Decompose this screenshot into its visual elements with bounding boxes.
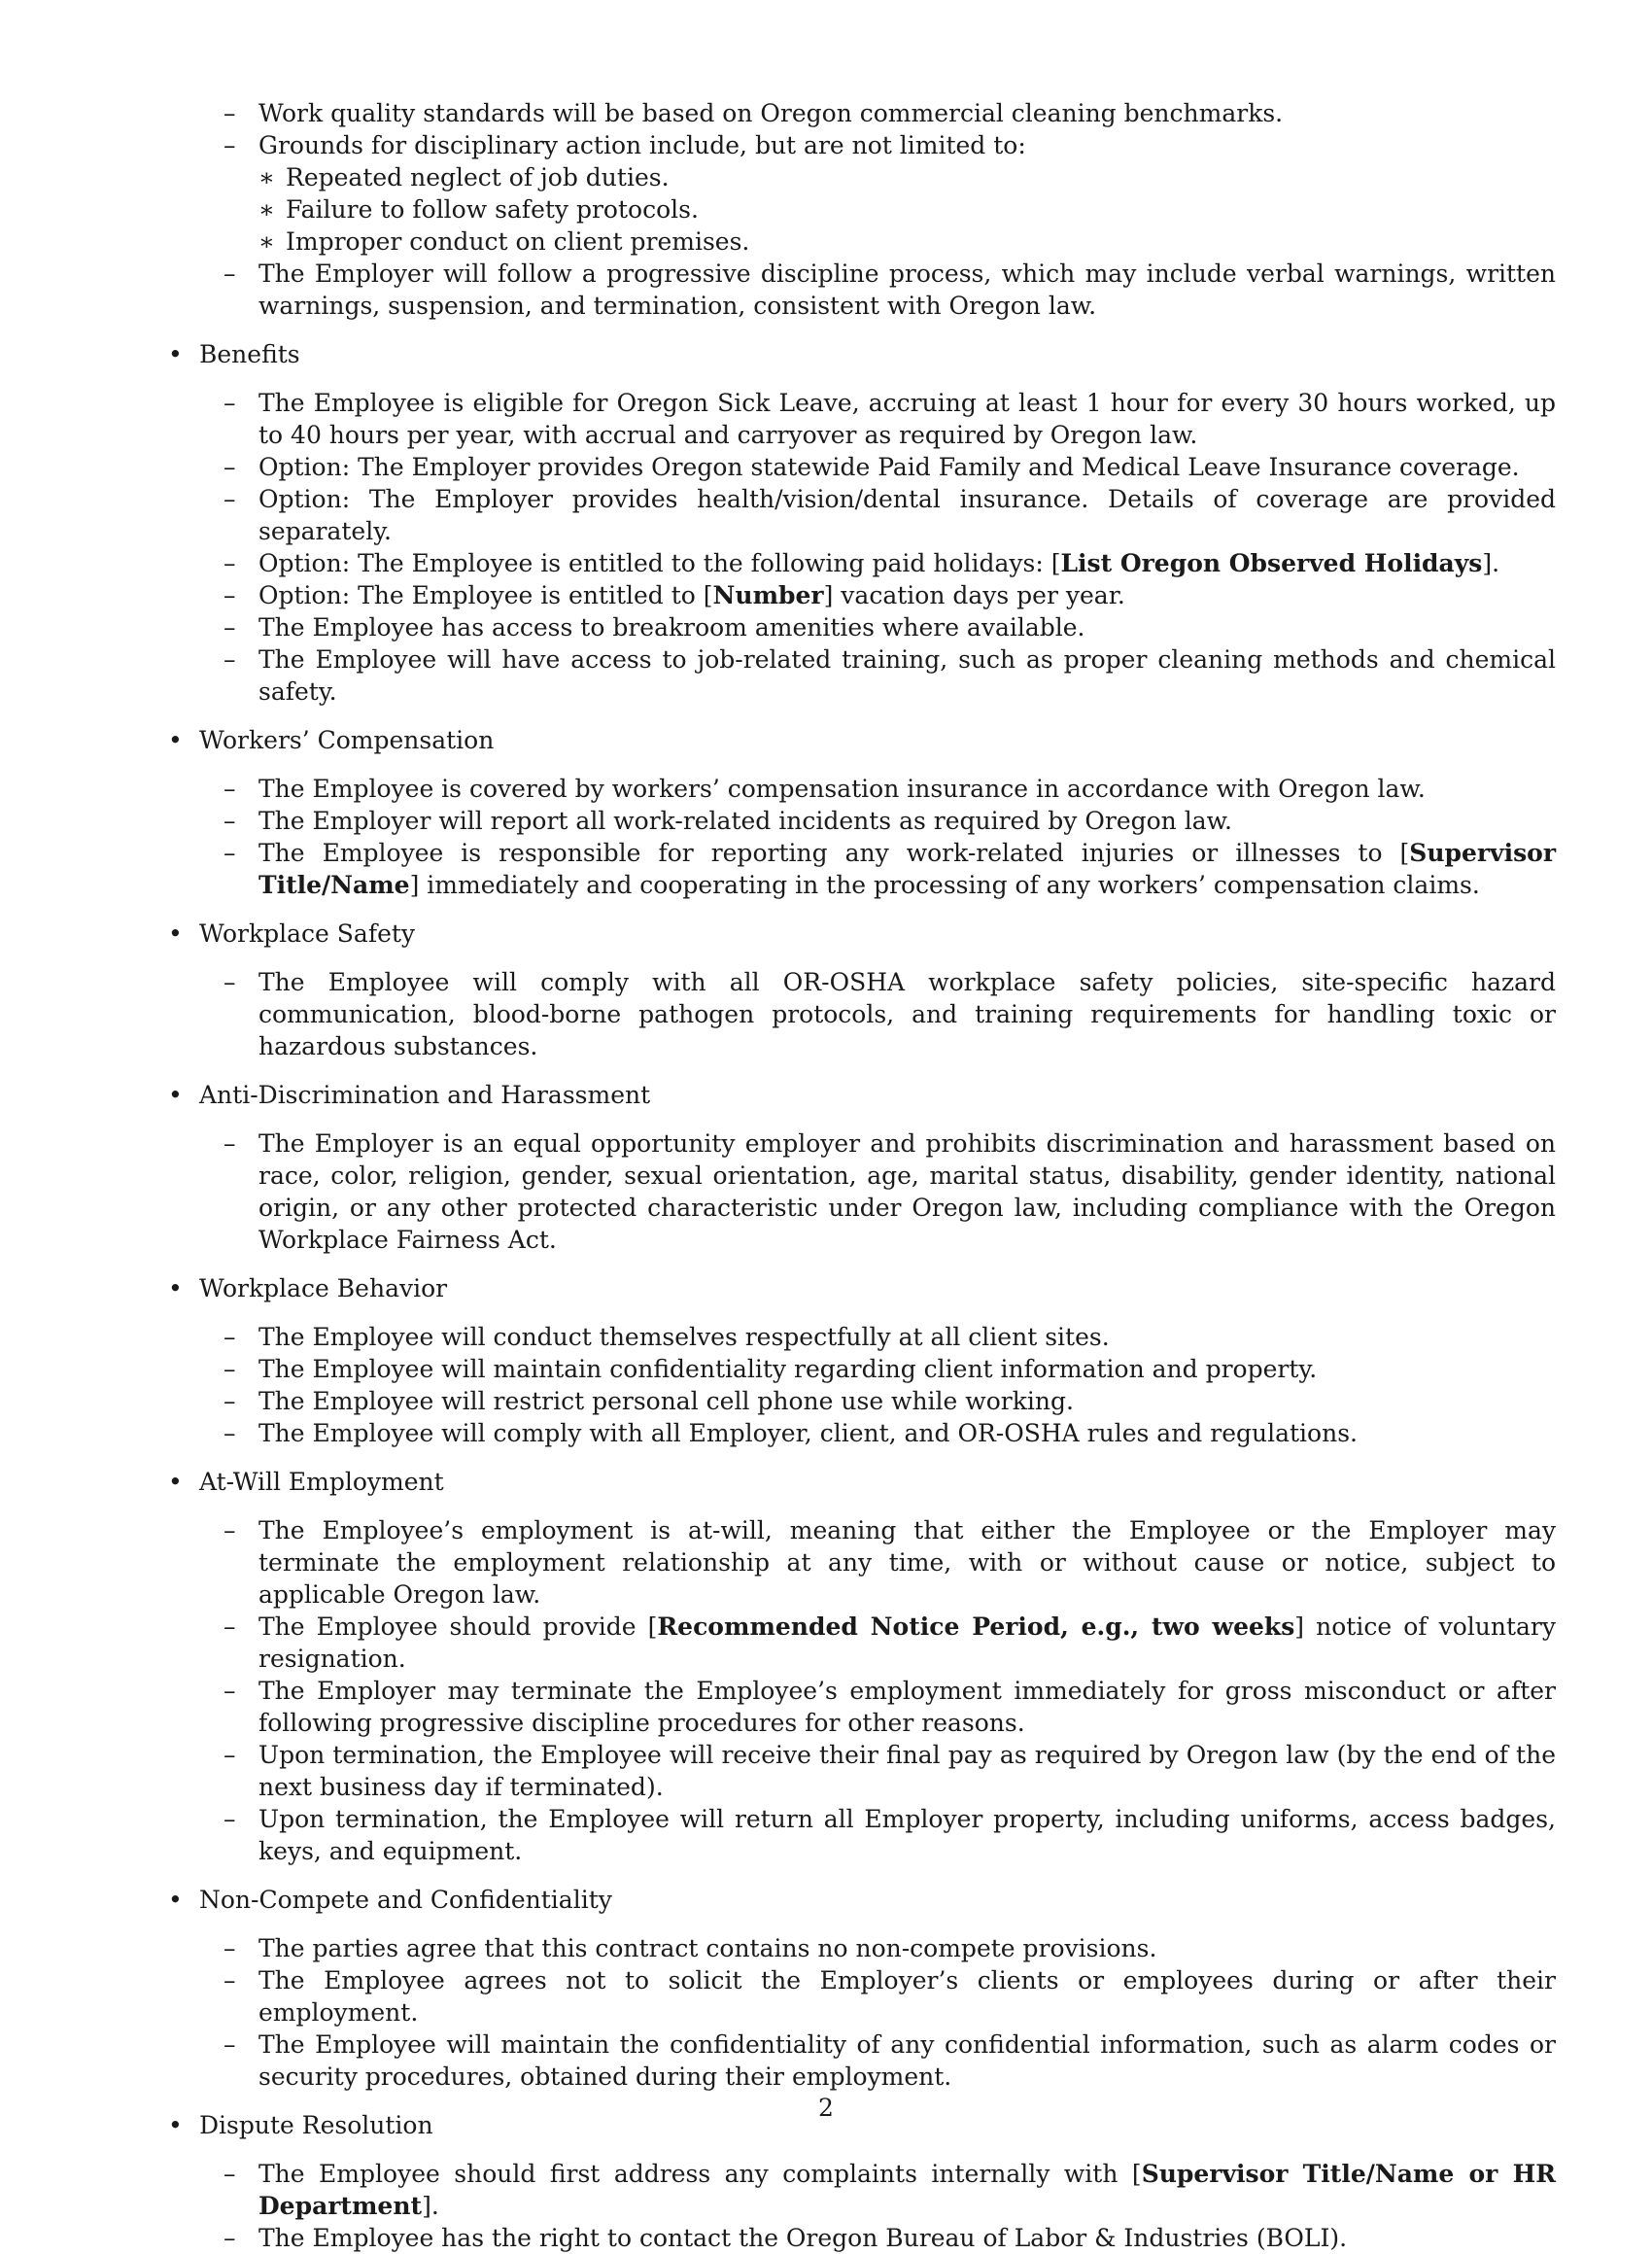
list-item — [224, 258, 1556, 322]
section-title — [164, 1272, 1556, 1304]
bullet-marker: • — [168, 1468, 183, 1496]
section-non-compete — [164, 1884, 1556, 2093]
item-text: The Employer will report all work-related incidents as required by Oregon law. — [258, 807, 1232, 835]
dash-marker: – — [224, 968, 236, 996]
item-text: The Employee will comply with all OR-OSHA workplace safety policies, site-specific hazard communication, blood-borne pathogen protocols, and training requirements for handling toxic or hazardous substances. — [258, 968, 1556, 1060]
item-text: The Employer will follow a progressive discipline process, which may include verbal warnings, written warnings, suspension, and termination, consistent with Oregon law. — [258, 260, 1556, 320]
placeholder-field: Supervisor Title/Name or HR Department — [258, 2160, 1556, 2220]
list-item — [224, 1321, 1556, 1353]
item-text: The Employer may terminate the Employee’s employment immediately for gross misconduct or after following progressive discipline procedures for other reasons. — [258, 1677, 1556, 1737]
item-text: The Employee has the right to contact the Oregon Bureau of Labor & Industries (BOLI). — [258, 2224, 1348, 2252]
section-title — [164, 1079, 1556, 1111]
list-item — [224, 1675, 1556, 1739]
section-title-text: Benefits — [199, 340, 300, 368]
list-item — [258, 161, 1556, 193]
discipline-subsection — [224, 97, 1556, 322]
item-text: The Employee agrees not to solicit the Employer’s clients or employees during or after their employment. — [258, 1966, 1556, 2027]
dash-marker: – — [224, 645, 236, 674]
list-item — [224, 966, 1556, 1062]
section-at-will-employment — [164, 1466, 1556, 1867]
section-title — [164, 338, 1556, 370]
list-item — [224, 643, 1556, 708]
dash-marker: – — [224, 131, 236, 159]
section-title-text: Workers’ Compensation — [199, 726, 495, 754]
benefits-items — [224, 387, 1556, 708]
dash-marker: – — [224, 1677, 236, 1705]
list-item — [224, 483, 1556, 547]
list-item — [224, 1803, 1556, 1867]
list-item — [224, 837, 1556, 901]
list-item — [224, 2222, 1556, 2254]
item-text: The parties agree that this contract contains no non-compete provisions. — [258, 1934, 1157, 1962]
item-text: Upon termination, the Employee will receive their final pay as required by Oregon law (by the end of the next business day if terminated). — [258, 1741, 1556, 1801]
section-title — [164, 724, 1556, 756]
item-text: Option: The Employer provides Oregon statewide Paid Family and Medical Leave Insurance coverage. — [258, 453, 1520, 481]
placeholder-field: Recommended Notice Period, e.g., two weeks — [657, 1612, 1295, 1641]
item-text: The Employee will conduct themselves respectfully at all client sites. — [258, 1323, 1110, 1351]
at-will-items — [224, 1514, 1556, 1867]
safety-items — [224, 966, 1556, 1062]
item-text: The Employee is eligible for Oregon Sick Leave, accruing at least 1 hour for every 30 hours worked, up to 40 hours per year, with accrual and carryover as required by Oregon law. — [258, 389, 1556, 449]
bullet-marker: • — [168, 2111, 183, 2139]
list-item — [224, 611, 1556, 643]
dispute-items — [224, 2158, 1556, 2254]
behavior-items — [224, 1321, 1556, 1449]
placeholder-field: List Oregon Observed Holidays — [1060, 549, 1483, 577]
item-text: Option: The Employer provides health/vision/dental insurance. Details of coverage are provided separately. — [258, 485, 1556, 545]
section-workers-compensation — [164, 724, 1556, 901]
list-item — [224, 1385, 1556, 1417]
dash-marker: – — [224, 260, 236, 288]
dash-marker: – — [224, 2160, 236, 2188]
dash-marker: – — [224, 1741, 236, 1769]
item-text: Upon termination, the Employee will return all Employer property, including uniforms, access badges, keys, and equipment. — [258, 1805, 1556, 1865]
section-title-text: Workplace Behavior — [199, 1274, 448, 1302]
list-item — [258, 225, 1556, 258]
section-title-text: Non-Compete and Confidentiality — [199, 1886, 612, 1914]
dash-marker: – — [224, 1612, 236, 1641]
item-text-pre: Option: The Employee is entitled to [ — [258, 581, 713, 609]
non-compete-items — [224, 1932, 1556, 2093]
section-title — [164, 1466, 1556, 1498]
section-title-text: Workplace Safety — [199, 919, 416, 948]
dash-marker: – — [224, 389, 236, 417]
section-title — [164, 1884, 1556, 1916]
dash-marker: – — [224, 1355, 236, 1383]
item-text-post: ] immediately and cooperating in the processing of any workers’ compensation claims. — [409, 871, 1480, 899]
list-item — [224, 805, 1556, 837]
dash-marker: – — [224, 2030, 236, 2059]
item-text: Failure to follow safety protocols. — [286, 195, 699, 224]
dash-marker: – — [224, 2224, 236, 2252]
placeholder-field: Number — [712, 581, 824, 609]
item-text: Repeated neglect of job duties. — [286, 163, 670, 191]
item-text-post: ] vacation days per year. — [823, 581, 1125, 609]
star-marker: ∗ — [258, 195, 275, 224]
section-workplace-safety — [164, 918, 1556, 1062]
item-text: The Employee will restrict personal cell phone use while working. — [258, 1387, 1074, 1415]
star-marker: ∗ — [258, 163, 275, 191]
workers-comp-items — [224, 773, 1556, 901]
section-title-text: Dispute Resolution — [199, 2111, 433, 2139]
section-title-text: Anti-Discrimination and Harassment — [199, 1081, 651, 1109]
item-text: The Employee has access to breakroom amenities where available. — [258, 613, 1085, 642]
list-item — [224, 1611, 1556, 1675]
placeholder-field: Supervisor Title/Name — [258, 839, 1556, 899]
dash-marker: – — [224, 1323, 236, 1351]
dash-marker: – — [224, 1387, 236, 1415]
list-item — [224, 97, 1556, 129]
bullet-marker: • — [168, 340, 183, 368]
item-text: Grounds for disciplinary action include, but are not limited to: — [258, 131, 1026, 159]
page-number: 2 — [818, 2094, 834, 2122]
list-item — [224, 1964, 1556, 2029]
dash-marker: – — [224, 1516, 236, 1544]
item-text-post: ]. — [422, 2192, 439, 2220]
list-item — [258, 193, 1556, 225]
list-item — [224, 1514, 1556, 1611]
dash-marker: – — [224, 1419, 236, 1447]
dash-marker: – — [224, 581, 236, 609]
list-item — [224, 2158, 1556, 2222]
item-text: Improper conduct on client premises. — [286, 227, 750, 256]
list-item — [224, 1353, 1556, 1385]
item-text-pre: The Employee is responsible for reporting any work-related injuries or illnesses to [ — [258, 839, 1410, 867]
bullet-marker: • — [168, 726, 183, 754]
item-text: The Employee will comply with all Employer, client, and OR-OSHA rules and regulations. — [258, 1419, 1358, 1447]
anti-discrimination-items — [224, 1127, 1556, 1256]
dash-marker: – — [224, 1129, 236, 1158]
item-text-pre: The Employee should provide [ — [258, 1612, 658, 1641]
section-title — [164, 918, 1556, 950]
item-text: The Employee will have access to job-related training, such as proper cleaning methods and chemical safety. — [258, 645, 1556, 706]
section-benefits — [164, 338, 1556, 708]
item-text: The Employee is covered by workers’ compensation insurance in accordance with Oregon law. — [258, 775, 1426, 803]
section-title-text: At-Will Employment — [199, 1468, 444, 1496]
bullet-marker: • — [168, 919, 183, 948]
bullet-marker: • — [168, 1886, 183, 1914]
list-item — [224, 579, 1556, 611]
item-text: Work quality standards will be based on Oregon commercial cleaning benchmarks. — [258, 99, 1284, 127]
list-item — [224, 2029, 1556, 2093]
item-text-post: ]. — [1482, 549, 1500, 577]
dash-marker: – — [224, 485, 236, 513]
list-item — [224, 1932, 1556, 1964]
page-content — [129, 97, 1556, 2254]
section-dispute-resolution — [164, 2109, 1556, 2254]
section-workplace-behavior — [164, 1272, 1556, 1449]
dash-marker: – — [224, 613, 236, 642]
star-marker: ∗ — [258, 227, 275, 256]
dash-marker: – — [224, 1966, 236, 1994]
dash-marker: – — [224, 453, 236, 481]
dash-marker: – — [224, 839, 236, 867]
list-item — [224, 773, 1556, 805]
dash-marker: – — [224, 1805, 236, 1833]
grounds-list — [258, 161, 1556, 258]
list-item — [224, 129, 1556, 161]
dash-marker: – — [224, 807, 236, 835]
item-text-pre: Option: The Employee is entitled to the following paid holidays: [ — [258, 549, 1061, 577]
dash-marker: – — [224, 99, 236, 127]
item-text-post: ] notice of voluntary resignation. — [258, 1612, 1557, 1673]
item-text-pre: The Employee should first address any complaints internally with [ — [258, 2160, 1142, 2188]
list-item — [224, 547, 1556, 579]
list-item — [224, 1739, 1556, 1803]
list-item — [224, 1127, 1556, 1256]
dash-marker: – — [224, 1934, 236, 1962]
list-item — [224, 1417, 1556, 1449]
item-text: The Employer is an equal opportunity employer and prohibits discrimination and harassment based on race, color, religion, gender, sexual orientation, age, marital status, disability, gender identity, national origin, or any other protected characteristic under Oregon law, including compliance with the Oregon Workplace Fairness Act. — [258, 1129, 1556, 1254]
list-item — [224, 451, 1556, 483]
dash-marker: – — [224, 549, 236, 577]
item-text: The Employee’s employment is at-will, meaning that either the Employee or the Employer may terminate the employment relationship at any time, with or without cause or notice, subject to applicable Oregon law. — [258, 1516, 1556, 1609]
dash-marker: – — [224, 775, 236, 803]
bullet-marker: • — [168, 1081, 183, 1109]
section-list — [164, 338, 1556, 2254]
bullet-marker: • — [168, 1274, 183, 1302]
item-text: The Employee will maintain confidentiality regarding client information and property. — [258, 1355, 1318, 1383]
section-anti-discrimination — [164, 1079, 1556, 1256]
list-item — [224, 387, 1556, 451]
item-text: The Employee will maintain the confidentiality of any confidential information, such as alarm codes or security procedures, obtained during their employment. — [258, 2030, 1556, 2091]
